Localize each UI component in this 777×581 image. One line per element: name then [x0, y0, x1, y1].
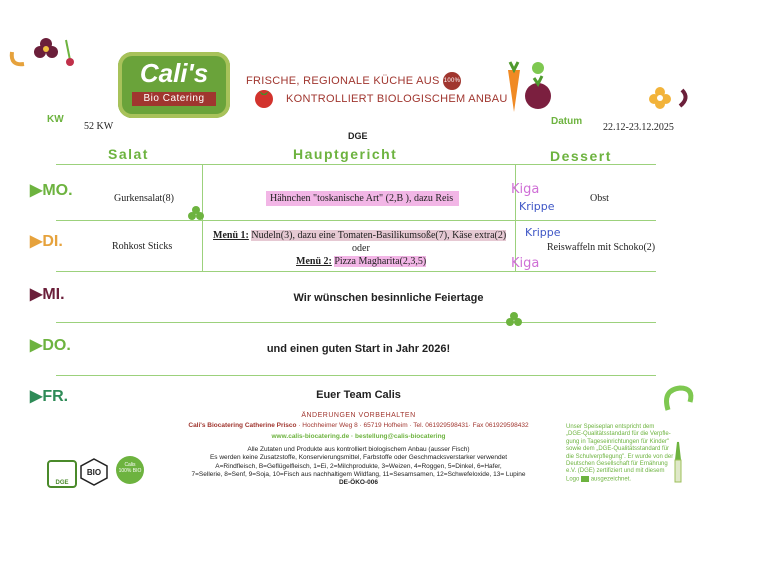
footer-allergens-2: 7=Sellerie, 8=Senf, 9=Soja, 10=Fisch aus nachhaltigem Wildfang, 11=Sesamsamen, 12=Schwefeloxide, 13= Lupine	[191, 471, 526, 478]
carrot-beet-mascot-icon	[494, 56, 556, 122]
bio-badge-text: BIO	[86, 468, 102, 477]
flower-decoration-icon-right	[644, 84, 692, 114]
clover-icon-2	[506, 312, 522, 328]
day-tuesday: ▶DI.	[30, 233, 63, 250]
tuesday-oder: oder	[352, 243, 370, 254]
tomato-icon	[252, 86, 276, 108]
dge-note-line: gung in Tageseinrichtungen für Kinder"	[566, 438, 670, 445]
dge-note-logo-word: Logo	[566, 476, 580, 483]
dge-mini-logo-icon	[581, 476, 589, 482]
footer-changes-note: ÄNDERUNGEN VORBEHALTEN	[301, 412, 416, 419]
dge-certification-note	[566, 424, 678, 484]
calis-100-bio-badge	[116, 456, 144, 484]
monday-main-dish: Hähnchen "toskanische Art" (2,B ), dazu Reis	[266, 191, 459, 206]
column-header-hauptgericht: Hauptgericht	[293, 146, 398, 162]
leaf-swirl-icon	[660, 380, 700, 416]
tuesday-menu2-dish: Pizza Magharita(2,3,5)	[334, 256, 427, 267]
message-friday: Euer Team Calis	[316, 389, 401, 401]
datum-value: 22.12-23.12.2025	[603, 122, 674, 133]
column-header-salat: Salat	[108, 146, 149, 162]
monday-note-krippe: Krippe	[519, 200, 555, 213]
footer-web: www.calis-biocatering.de · bestellung@calis-biocatering	[271, 433, 446, 440]
grid-line-mo	[56, 220, 656, 221]
dge-note-line: „DGE-Qualitätsstandard für die Verpfle-	[566, 431, 671, 438]
clover-icon	[188, 206, 204, 222]
monday-salad: Gurkensalat(8)	[114, 193, 174, 204]
tuesday-menu2	[296, 256, 426, 267]
dge-label: DGE	[348, 131, 368, 141]
flower-decoration-icon	[8, 30, 78, 70]
footer-company: Cali's Biocatering Catherine Prisco	[188, 422, 297, 429]
grid-line-mi	[56, 322, 656, 323]
kw-value: 52 KW	[84, 121, 114, 132]
day-tuesday-label: DI.	[42, 233, 63, 250]
footer-eco-code: DE-ÖKO-006	[338, 479, 378, 486]
day-thursday: ▶DO.	[30, 337, 71, 354]
footer-line2: Es werden keine Zusatzstoffe, Konservierungsmittel, Farbstoffe oder Geschmacksverstarker verwendet	[209, 454, 508, 461]
tagline-line2: KONTROLLIERT BIOLOGISCHEM ANBAU	[286, 93, 508, 105]
dge-note-line: sowie dem „DGE-Qualitätsstandard für	[566, 446, 670, 453]
footer-line1: Alle Zutaten und Produkte aus kontrolliert biologischem Anbau (ausser Fisch)	[247, 446, 470, 453]
day-friday-label: FR.	[42, 388, 69, 405]
day-monday: ▶MO.	[30, 182, 73, 199]
bio-badge	[80, 458, 108, 486]
leek-illustration-icon	[670, 440, 686, 486]
message-thursday: und einen guten Start in Jahr 2026!	[266, 343, 451, 355]
tuesday-salad: Rohkost Sticks	[112, 241, 173, 252]
dge-badge-text: DGE	[55, 480, 69, 486]
tuesday-note-kiga: Kiga	[511, 256, 540, 271]
grid-line-di	[56, 271, 656, 272]
dge-badge	[47, 460, 77, 488]
datum-label: Datum	[551, 116, 583, 127]
tagline-text-1: FRISCHE, REGIONALE KÜCHE AUS	[246, 74, 440, 87]
organic-100-badge: 100%	[443, 72, 461, 90]
logo-brand-text: Cali's	[139, 58, 209, 88]
tuesday-dessert: Reiswaffeln mit Schoko(2)	[547, 242, 656, 253]
tuesday-menu2-label: Menü 2:	[296, 256, 332, 267]
monday-note-kiga: Kiga	[511, 182, 540, 197]
brand-logo	[118, 52, 230, 118]
logo-sub-text: Bio Catering	[132, 92, 216, 106]
grid-line-do	[56, 375, 656, 376]
footer-address: · Hochheimer Weg 8 · 65719 Hofheim · Tel. 061929598431· Fax 061929598432	[298, 422, 529, 429]
day-wednesday: ▶MI.	[30, 286, 65, 303]
kw-label: KW	[47, 114, 64, 125]
day-wednesday-label: MI.	[42, 286, 65, 303]
day-friday: ▶FR.	[30, 388, 69, 405]
calis-badge-text: Calis 100% BIO	[118, 462, 142, 474]
tuesday-note-krippe: Krippe	[525, 226, 561, 239]
message-wednesday: Wir wünschen besinnliche Feiertage	[293, 292, 484, 304]
dge-note-awarded: ausgezeichnet.	[590, 476, 632, 483]
tuesday-menu1	[213, 230, 506, 241]
day-thursday-label: DO.	[42, 337, 71, 354]
dge-note-line: e.V. (DGE) zertifiziert und mit diesem	[566, 468, 665, 475]
tagline-line1	[246, 72, 461, 90]
monday-dessert: Obst	[590, 193, 609, 204]
dge-note-line-logo	[566, 476, 678, 484]
grid-line-header	[56, 164, 656, 165]
dge-note-line: Deutschen Gesellschaft für Ernährung	[566, 461, 668, 468]
tuesday-menu1-dish: Nudeln(3), dazu eine Tomaten-Basilikumsoße(7), Käse extra(2)	[251, 230, 507, 241]
tuesday-menu1-label: Menü 1:	[213, 230, 249, 241]
footer-allergens-1: A=Rindfleisch, B=Geflügelfleisch, 1=Ei, 2=Milchprodukte, 3=Weizen, 4=Roggen, 5=Dinkel, 6=Hafer,	[215, 463, 502, 470]
day-monday-label: MO.	[42, 182, 73, 199]
dge-note-line: die Schulverpflegung". Er wurde von der	[566, 453, 674, 460]
column-header-dessert: Dessert	[550, 148, 612, 164]
dge-note-line: Unser Speiseplan entspricht dem	[566, 424, 655, 430]
